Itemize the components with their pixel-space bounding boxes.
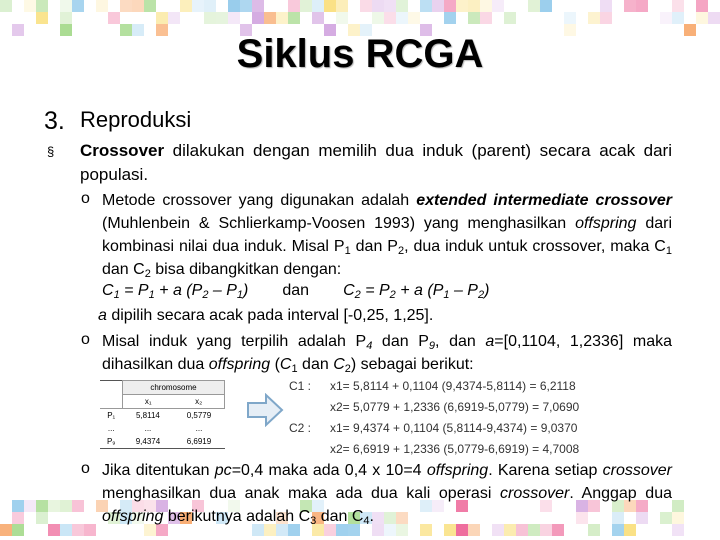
mosaic-tile — [396, 0, 408, 12]
offspring-count-paragraph: Jika ditentukan pc=0,4 maka ada 0,4 x 10=4 offspring. Karena setiap crossover menghasilkan dua anak maka ada dua kali operasi crossover. Anggap dua offspring berikutnya adalah $C_3$ dan $C_4$. — [102, 462, 672, 527]
child-value-line: x1= 5,8114 + 0,1104 (9,4374-5,8114) = 6,2118 — [330, 379, 576, 393]
mosaic-tile — [372, 0, 384, 12]
mosaic-tile — [48, 524, 60, 536]
mosaic-tile — [84, 524, 96, 536]
mosaic-tile — [36, 0, 48, 12]
col-x1: x₁ — [122, 395, 173, 409]
circle-bullet-icon: o — [81, 190, 90, 207]
mosaic-tile — [420, 0, 432, 12]
mosaic-tile — [336, 0, 348, 12]
mosaic-tile — [252, 12, 264, 24]
mosaic-tile — [24, 500, 36, 512]
mosaic-tile — [672, 12, 684, 24]
section-number: 3. — [44, 107, 65, 135]
mosaic-tile — [324, 0, 336, 12]
circle-bullet-icon: o — [81, 460, 90, 477]
mosaic-tile — [144, 0, 156, 12]
mosaic-tile — [72, 524, 84, 536]
mosaic-tile — [264, 12, 276, 24]
mosaic-tile — [180, 0, 192, 12]
mosaic-tile — [108, 12, 120, 24]
circle-bullet-icon: o — [81, 331, 90, 348]
mosaic-tile — [336, 12, 348, 24]
mosaic-tile — [156, 12, 168, 24]
mosaic-tile — [132, 0, 144, 12]
mosaic-tile — [696, 0, 708, 12]
mosaic-tile — [672, 500, 684, 512]
table-row: ... ... ... — [107, 424, 203, 433]
mosaic-tile — [480, 0, 492, 12]
mosaic-tile — [288, 0, 300, 12]
mosaic-tile — [228, 12, 240, 24]
mosaic-tile — [204, 12, 216, 24]
mosaic-tile — [432, 0, 444, 12]
table-header: chromosome — [122, 381, 224, 395]
mosaic-tile — [288, 12, 300, 24]
mosaic-tile — [60, 0, 72, 12]
mosaic-tile — [12, 524, 24, 536]
mosaic-tile — [36, 500, 48, 512]
mosaic-tile — [468, 12, 480, 24]
table-row: P₉ 9,4374 6,6919 — [100, 435, 225, 449]
col-x2: x₂ — [173, 395, 224, 409]
crossover-lead: Crossover — [80, 141, 165, 160]
mosaic-tile — [300, 0, 312, 12]
right-arrow-icon — [246, 393, 284, 427]
mosaic-tile — [372, 12, 384, 24]
mosaic-tile — [12, 512, 24, 524]
mosaic-tile — [48, 500, 60, 512]
mosaic-tile — [456, 0, 468, 12]
example-paragraph: Misal induk yang terpilih adalah $P_4$ dan $P_9$, dan a=[0,1104, 1,2336] maka dihasilkan dua offspring ($C_1$ dan $C_2$) sebagai berikut: — [102, 333, 673, 375]
mosaic-tile — [600, 12, 612, 24]
mosaic-tile — [252, 0, 264, 12]
mosaic-tile — [0, 0, 12, 12]
mosaic-tile — [504, 12, 516, 24]
table-row: P₁ 5,8114 0,5779 — [107, 411, 212, 420]
child-c2-label: C2 : — [289, 421, 312, 435]
mosaic-tile — [492, 0, 504, 12]
crossover-formula: $C_1 = P_1 + a$ $(P_2 - P_1)$ dan $C_2 = P_2 + a$ $(P_1 - P_2)$ — [102, 282, 490, 301]
section-heading: Reproduksi — [80, 107, 192, 132]
mosaic-tile — [60, 524, 72, 536]
mosaic-tile — [96, 0, 108, 12]
method-paragraph: Metode crossover yang digunakan adalah extended intermediate crossover (Muhlenbein & Schlierkamp-Voosen 1993) yang menghasilkan offspring dari kombinasi nilai dua induk. Misal $P_1$ dan $P_2$, dua induk untuk crossover, maka $C_1$ dan $C_2$ bisa dibangkitkan dengan: — [102, 192, 673, 280]
mosaic-tile — [396, 12, 408, 24]
mosaic-tile — [120, 0, 132, 12]
parent-chromosome-table — [100, 380, 225, 449]
mosaic-tile — [708, 12, 720, 24]
mosaic-tile — [540, 0, 552, 12]
mosaic-tile — [672, 512, 684, 524]
mosaic-tile — [24, 0, 36, 12]
child-value-line: x2= 5,0779 + 1,2336 (6,6919-5,0779) = 7,0690 — [330, 400, 580, 414]
square-bullet-icon: § — [47, 144, 55, 159]
mosaic-tile — [408, 12, 420, 24]
mosaic-tile — [36, 512, 48, 524]
mosaic-tile — [480, 12, 492, 24]
mosaic-tile — [312, 0, 324, 12]
mosaic-tile — [240, 0, 252, 12]
mosaic-tile — [528, 0, 540, 12]
mosaic-tile — [672, 524, 684, 536]
mosaic-tile — [216, 12, 228, 24]
mosaic-tile — [228, 0, 240, 12]
mosaic-tile — [660, 12, 672, 24]
mosaic-tile — [564, 12, 576, 24]
mosaic-tile — [588, 12, 600, 24]
crossover-paragraph: Crossover dilakukan dengan memilih dua induk (parent) secara acak dari populasi. — [80, 141, 672, 184]
mosaic-tile — [72, 0, 84, 12]
slide-title: Siklus RCGA — [236, 32, 484, 76]
mosaic-tile — [384, 0, 396, 12]
mosaic-tile — [204, 0, 216, 12]
alpha-interval-text: a dipilih secara acak pada interval [-0,25, 1,25]. — [98, 307, 434, 324]
mosaic-tile — [312, 12, 324, 24]
mosaic-tile — [276, 12, 288, 24]
child-value-line: x1= 9,4374 + 0,1104 (5,8114-9,4374) = 9,0370 — [330, 421, 578, 435]
mosaic-tile — [72, 500, 84, 512]
mosaic-tile — [0, 524, 12, 536]
mosaic-tile — [36, 12, 48, 24]
child-c1-label: C1 : — [289, 379, 312, 393]
mosaic-tile — [600, 0, 612, 12]
mosaic-tile — [696, 12, 708, 24]
mosaic-tile — [192, 0, 204, 12]
mosaic-tile — [60, 12, 72, 24]
mosaic-tile — [60, 500, 72, 512]
mosaic-tile — [168, 12, 180, 24]
mosaic-tile — [12, 500, 24, 512]
mosaic-tile — [384, 12, 396, 24]
mosaic-tile — [468, 0, 480, 12]
child-value-line: x2= 6,6919 + 1,2336 (5,0779-6,6919) = 4,7008 — [330, 442, 580, 456]
mosaic-tile — [444, 12, 456, 24]
mosaic-tile — [444, 0, 456, 12]
mosaic-tile — [636, 0, 648, 12]
mosaic-tile — [624, 0, 636, 12]
mosaic-tile — [360, 0, 372, 12]
mosaic-tile — [672, 0, 684, 12]
